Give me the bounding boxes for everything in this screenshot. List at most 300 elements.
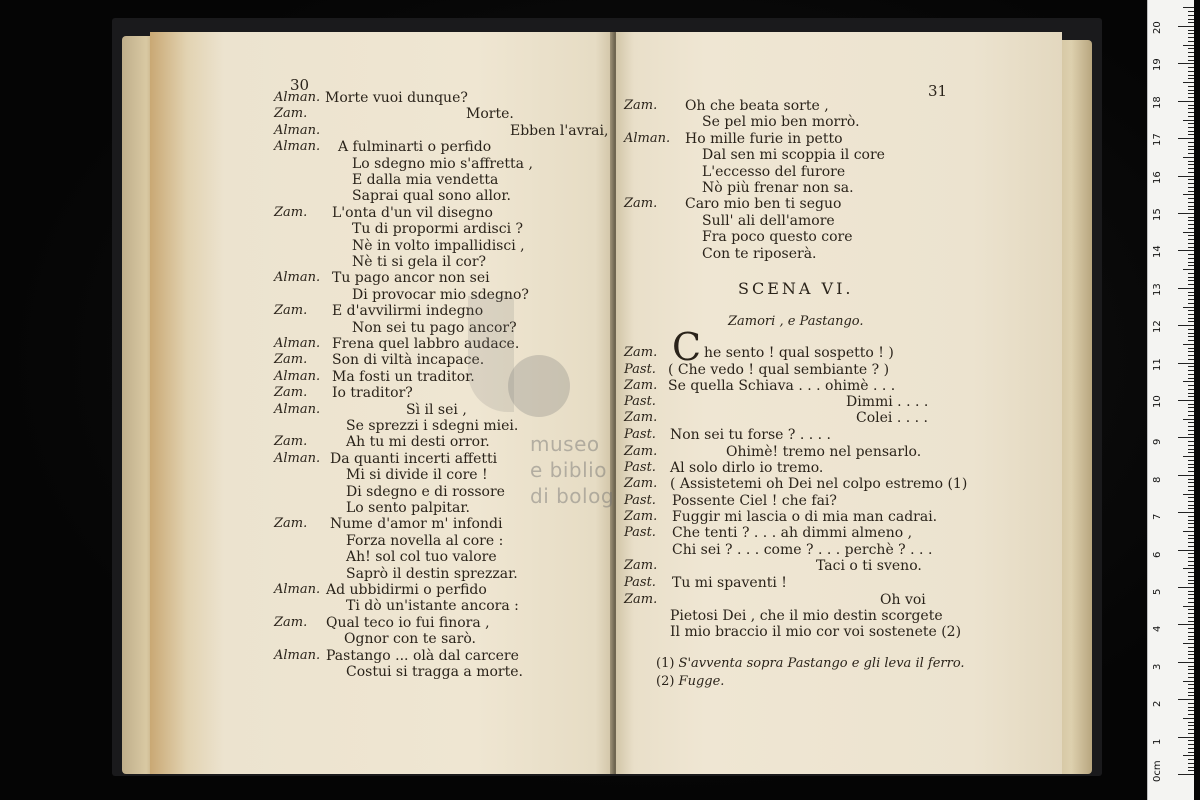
ruler-unit-label: 0cm [1152, 760, 1163, 782]
ruler-tick [1188, 262, 1194, 263]
verse-line: Morte. [466, 106, 514, 123]
verse-line: Se pel mio ben morrò. [702, 114, 860, 131]
scene-characters: Zamori , e Pastango. [728, 314, 864, 329]
ruler-tick [1188, 609, 1194, 610]
ruler-number: 13 [1152, 283, 1163, 296]
ruler-tick [1188, 385, 1194, 386]
ruler-tick [1188, 557, 1194, 558]
ruler-tick [1188, 632, 1194, 633]
ruler-tick [1188, 67, 1194, 68]
ruler-tick [1178, 138, 1194, 139]
ruler-tick [1188, 321, 1194, 322]
ruler-tick [1183, 681, 1194, 682]
ruler-tick [1188, 460, 1194, 461]
ruler-tick [1188, 86, 1194, 87]
ruler-tick [1188, 501, 1194, 502]
verse-line: he sento ! qual sospetto ! ) [704, 345, 894, 361]
verse-line: Fra poco questo core [702, 229, 853, 246]
ruler-number: 5 [1152, 588, 1163, 595]
ruler-tick [1183, 456, 1194, 457]
verse-line: Nò più frenar non sa. [702, 180, 854, 196]
ruler-tick [1188, 134, 1194, 135]
ruler-tick [1188, 183, 1194, 184]
verse-line: Tu pago ancor non sei [332, 270, 490, 287]
verse-line: Caro mio ben ti seguo [685, 196, 842, 213]
verse-line: Al solo dirlo io tremo. [670, 460, 824, 476]
ruler-tick [1188, 295, 1194, 296]
ruler-tick [1188, 93, 1194, 94]
verse-line: Qual teco io fui finora , [326, 614, 490, 631]
ruler-tick [1188, 220, 1194, 221]
ruler-tick [1188, 22, 1194, 23]
ruler-tick [1188, 333, 1194, 334]
ruler-tick [1188, 482, 1194, 483]
verse-line: Non sei tu pago ancor? [352, 319, 517, 336]
ruler-tick [1188, 467, 1194, 468]
ruler-tick [1188, 714, 1194, 715]
ruler-tick [1178, 101, 1194, 102]
speaker-label: Zam. [624, 476, 658, 491]
ruler-tick [1188, 52, 1194, 53]
ruler-tick [1188, 639, 1194, 640]
ruler-tick [1188, 763, 1194, 764]
ruler-tick [1188, 486, 1194, 487]
ruler-tick [1188, 90, 1194, 91]
ruler-tick [1183, 494, 1194, 495]
ruler-tick [1188, 30, 1194, 31]
ruler-tick [1188, 198, 1194, 199]
ruler-tick [1188, 576, 1194, 577]
ruler-tick [1188, 565, 1194, 566]
ruler-tick [1188, 744, 1194, 745]
ruler-tick [1188, 284, 1194, 285]
speaker-label: Alman. [274, 450, 321, 466]
ruler-tick [1188, 759, 1194, 760]
ruler-tick [1188, 209, 1194, 210]
verse-line: Frena quel labbro audace. [332, 336, 520, 352]
ruler-tick [1183, 531, 1194, 532]
drop-cap: C [672, 325, 702, 369]
ruler-tick [1188, 370, 1194, 371]
ruler-tick [1188, 684, 1194, 685]
ruler-number: 6 [1152, 551, 1163, 558]
ruler-tick [1188, 348, 1194, 349]
speaker-label: Alman. [624, 130, 671, 146]
speaker-label: Alman. [274, 401, 321, 417]
verse-line: Ah! sol col tuo valore [346, 549, 497, 566]
verse-line: Colei . . . . [856, 410, 928, 426]
ruler-tick [1188, 677, 1194, 678]
ruler-number: 1 [1152, 738, 1163, 745]
verse-line: Ti dò un'istante ancora : [346, 598, 519, 615]
verse-line: Ad ubbidirmi o perfido [326, 582, 487, 598]
speaker-label: Past. [624, 525, 656, 540]
page-number: 30 [290, 76, 310, 94]
speaker-label: Past. [624, 362, 656, 377]
ruler-number: 8 [1152, 476, 1163, 483]
verse-line: Ho mille furie in petto [685, 130, 843, 147]
ruler-tick [1188, 422, 1194, 423]
ruler-tick [1188, 426, 1194, 427]
ruler-tick [1183, 381, 1194, 382]
ruler-tick [1188, 434, 1194, 435]
ruler-tick [1188, 292, 1194, 293]
ruler-tick [1188, 770, 1194, 771]
ruler-tick [1188, 149, 1194, 150]
ruler-tick [1188, 752, 1194, 753]
ruler-tick [1183, 120, 1194, 121]
verse-line: Lo sento palpitar. [346, 500, 470, 516]
verse-line: Ah tu mi desti orror. [346, 434, 490, 451]
ruler-number: 11 [1152, 357, 1163, 371]
ruler-tick [1188, 37, 1194, 38]
ruler-tick [1188, 235, 1194, 236]
ruler-tick [1188, 247, 1194, 248]
ruler-tick [1188, 527, 1194, 528]
ruler-tick [1188, 41, 1194, 42]
ruler-tick [1188, 613, 1194, 614]
ruler-tick [1188, 508, 1194, 509]
verse-line: Da quanti incerti affetti [330, 450, 498, 467]
ruler-number: 2 [1152, 700, 1163, 708]
ruler-number: 3 [1152, 663, 1163, 670]
verse-line: Forza novella al core : [346, 532, 504, 549]
ruler-tick [1188, 258, 1194, 259]
ruler-number: 7 [1152, 513, 1163, 521]
ruler-tick [1183, 232, 1194, 233]
verse-line: Son di viltà incapace. [332, 352, 485, 369]
ruler-tick [1188, 314, 1194, 315]
ruler-tick [1188, 722, 1194, 723]
ruler-tick [1188, 561, 1194, 562]
right-page [616, 32, 1062, 774]
speaker-label: Alman. [274, 122, 321, 138]
verse-line: Ohimè! tremo nel pensarlo. [726, 444, 922, 460]
ruler-tick [1178, 737, 1194, 738]
ruler-number: 18 [1152, 96, 1163, 109]
ruler-number: 12 [1152, 320, 1163, 334]
verse-line: Sì il sei , [406, 401, 467, 418]
ruler-tick [1178, 325, 1194, 326]
ruler-tick [1188, 583, 1194, 584]
ruler-tick [1178, 63, 1194, 64]
verse-line: Io traditor? [332, 385, 413, 402]
ruler-tick [1178, 512, 1194, 513]
ruler-tick [1188, 351, 1194, 352]
watermark-line: museo [530, 432, 600, 456]
verse-line: Non sei tu forse ? . . . . [670, 427, 831, 443]
ruler-tick [1188, 217, 1194, 218]
ruler-tick [1188, 471, 1194, 472]
footnote [656, 674, 724, 689]
ruler-tick [1183, 7, 1194, 8]
ruler-tick [1188, 389, 1194, 390]
speaker-label: Zam. [274, 516, 308, 532]
watermark-logo-circle [508, 355, 570, 417]
ruler-tick [1188, 430, 1194, 431]
ruler-tick [1188, 767, 1194, 768]
verse-line: Se quella Schiava . . . ohimè . . . [668, 378, 896, 394]
ruler-number: 14 [1152, 245, 1163, 259]
ruler-tick [1188, 733, 1194, 734]
ruler-tick [1178, 250, 1194, 251]
verse-line: Saprai qual sono allor. [352, 188, 511, 205]
ruler-tick [1188, 191, 1194, 192]
watermark-line: di bolog [530, 484, 615, 508]
ruler-tick [1188, 60, 1194, 61]
ruler-tick [1188, 703, 1194, 704]
ruler-tick [1188, 153, 1194, 154]
ruler-tick [1188, 464, 1194, 465]
verse-line: ( Che vedo ! qual sembiante ? ) [668, 362, 890, 378]
ruler-tick [1188, 628, 1194, 629]
ruler-tick [1188, 48, 1194, 49]
ruler-tick [1188, 396, 1194, 397]
ruler-tick [1188, 280, 1194, 281]
ruler-tick [1188, 748, 1194, 749]
ruler-tick [1183, 269, 1194, 270]
speaker-label: Zam. [624, 196, 658, 212]
ruler-tick [1188, 666, 1194, 667]
ruler-tick [1188, 366, 1194, 367]
ruler-tick [1188, 11, 1194, 12]
ruler-tick [1178, 662, 1194, 663]
speaker-label: Alman. [274, 647, 321, 663]
ruler-tick [1178, 774, 1194, 775]
ruler-tick [1183, 606, 1194, 607]
verse-line: Oh che beata sorte , [685, 98, 829, 114]
ruler-tick [1188, 651, 1194, 652]
ruler-tick [1188, 411, 1194, 412]
ruler-tick [1188, 602, 1194, 603]
speaker-label: Zam. [624, 98, 658, 113]
speaker-label: Zam. [624, 592, 658, 607]
ruler-tick [1188, 187, 1194, 188]
ruler-tick [1183, 157, 1194, 158]
verse-line: Tu mi spaventi ! [672, 575, 787, 591]
ruler-tick [1188, 591, 1194, 592]
ruler-tick [1188, 516, 1194, 517]
ruler-tick [1178, 437, 1194, 438]
verse-line: Morte vuoi dunque? [325, 90, 468, 106]
footnote-text: Fugge. [678, 674, 725, 689]
verse-line: Di sdegno e di rossore [346, 483, 505, 500]
speaker-label: Past. [624, 460, 656, 475]
ruler-tick [1188, 580, 1194, 581]
speaker-label: Zam. [274, 614, 308, 630]
ruler-tick [1188, 310, 1194, 311]
speaker-label: Zam. [274, 352, 308, 368]
ruler-number: 20 [1152, 21, 1163, 34]
ruler-tick [1178, 363, 1194, 364]
footnote-text: S'avventa sopra Pastango e gli leva il ferro. [678, 656, 965, 671]
ruler-tick [1188, 658, 1194, 659]
verse-line: Se sprezzi i sdegni miei. [346, 418, 519, 434]
ruler-tick [1188, 647, 1194, 648]
speaker-label: Zam. [624, 378, 658, 393]
ruler-number: 16 [1152, 170, 1163, 184]
ruler-tick [1188, 78, 1194, 79]
ruler-tick [1188, 116, 1194, 117]
speaker-label: Alman. [274, 582, 321, 597]
ruler-tick [1188, 243, 1194, 244]
ruler-number: 4 [1152, 626, 1163, 633]
ruler-tick [1183, 643, 1194, 644]
speaker-label: Alman. [274, 139, 321, 155]
ruler-tick [1188, 490, 1194, 491]
verse-line: Ognor con te sarò. [344, 631, 476, 648]
verse-line: L'onta d'un vil disegno [332, 204, 493, 221]
measuring-ruler [1147, 0, 1194, 800]
ruler-tick [1188, 695, 1194, 696]
speaker-label: Alman. [274, 368, 321, 384]
ruler-tick [1188, 108, 1194, 109]
verse-line: ( Assistetemi oh Dei nel colpo estremo (1) [670, 476, 968, 492]
ruler-tick [1178, 400, 1194, 401]
ruler-tick [1188, 161, 1194, 162]
speaker-label: Past. [624, 394, 656, 409]
verse-line: Nume d'amor m' infondi [330, 516, 503, 533]
speaker-label: Zam. [274, 106, 308, 122]
ruler-tick [1188, 19, 1194, 20]
verse-line: A fulminarti o perfido [338, 139, 492, 156]
speaker-label: Alman. [274, 336, 321, 351]
ruler-tick [1178, 699, 1194, 700]
speaker-label: Zam. [274, 385, 308, 401]
ruler-tick [1188, 673, 1194, 674]
ruler-tick [1178, 26, 1194, 27]
ruler-tick [1188, 692, 1194, 693]
verse-line: Costui si tragga a morte. [346, 664, 523, 680]
ruler-tick [1188, 146, 1194, 147]
ruler-tick [1188, 71, 1194, 72]
ruler-tick [1188, 123, 1194, 124]
speaker-label: Zam. [624, 410, 658, 425]
ruler-tick [1188, 228, 1194, 229]
verse-line: E dalla mia vendetta [352, 172, 499, 188]
ruler-tick [1188, 206, 1194, 207]
ruler-tick [1178, 213, 1194, 214]
ruler-tick [1188, 303, 1194, 304]
ruler-tick [1188, 725, 1194, 726]
verse-line: Mi si divide il core ! [346, 467, 488, 484]
ruler-tick [1178, 288, 1194, 289]
verse-line: Tu di propormi ardisci ? [352, 221, 524, 238]
ruler-tick [1183, 194, 1194, 195]
ruler-tick [1188, 740, 1194, 741]
ruler-tick [1188, 340, 1194, 341]
ruler-tick [1188, 168, 1194, 169]
ruler-tick [1188, 553, 1194, 554]
verse-line: Pietosi Dei , che il mio destin scorgete [670, 608, 943, 624]
verse-line: Ma fosti un traditor. [332, 368, 475, 385]
ruler-tick [1183, 568, 1194, 569]
page-number: 31 [928, 82, 948, 100]
ruler-tick [1178, 550, 1194, 551]
ruler-tick [1188, 572, 1194, 573]
footnote-mark: (1) [656, 656, 679, 671]
watermark-line: e biblio [530, 458, 607, 482]
ruler-number: 10 [1152, 395, 1163, 408]
ruler-tick [1188, 254, 1194, 255]
verse-line: Dimmi . . . . [846, 394, 929, 410]
verse-line: Possente Ciel ! che fai? [672, 493, 837, 509]
ruler-tick [1188, 594, 1194, 595]
verse-line: Che tenti ? . . . ah dimmi almeno , [672, 525, 913, 541]
ruler-tick [1188, 710, 1194, 711]
ruler-tick [1188, 707, 1194, 708]
verse-line: Nè ti si gela il cor? [352, 254, 487, 270]
ruler-tick [1178, 624, 1194, 625]
ruler-tick [1188, 445, 1194, 446]
ruler-tick [1188, 520, 1194, 521]
ruler-tick [1188, 621, 1194, 622]
ruler-tick [1188, 15, 1194, 16]
ruler-tick [1188, 505, 1194, 506]
ruler-tick [1183, 45, 1194, 46]
ruler-number: 17 [1152, 133, 1163, 147]
ruler-tick [1188, 131, 1194, 132]
ruler-tick [1188, 202, 1194, 203]
ruler-tick [1188, 224, 1194, 225]
ruler-tick [1188, 378, 1194, 379]
ruler-tick [1178, 587, 1194, 588]
ruler-tick [1188, 449, 1194, 450]
ruler-tick [1178, 176, 1194, 177]
verse-line: Ebben l'avrai, [510, 122, 609, 139]
ruler-tick [1188, 265, 1194, 266]
ruler-tick [1183, 419, 1194, 420]
ruler-tick [1188, 277, 1194, 278]
ruler-tick [1183, 82, 1194, 83]
speaker-label: Zam. [624, 558, 658, 573]
verse-line: Lo sdegno mio s'affretta , [352, 155, 533, 172]
speaker-label: Zam. [274, 303, 308, 319]
speaker-label: Alman. [274, 90, 321, 105]
watermark-logo-bar [468, 296, 514, 412]
ruler-number: 9 [1152, 439, 1163, 446]
verse-line: Di provocar mio sdegno? [352, 286, 529, 303]
verse-line: Saprò il destin sprezzar. [346, 565, 518, 582]
ruler-tick [1188, 164, 1194, 165]
ruler-tick [1188, 33, 1194, 34]
ruler-tick [1188, 729, 1194, 730]
verse-line: Chi sei ? . . . come ? . . . perchè ? . . . [672, 542, 933, 558]
ruler-tick [1188, 172, 1194, 173]
speaker-label: Past. [624, 427, 656, 442]
ruler-tick [1188, 75, 1194, 76]
ruler-tick [1183, 344, 1194, 345]
ruler-tick [1188, 374, 1194, 375]
ruler-tick [1188, 142, 1194, 143]
ruler-tick [1183, 718, 1194, 719]
ruler-tick [1188, 669, 1194, 670]
speaker-label: Zam. [274, 204, 308, 220]
speaker-label: Zam. [624, 509, 658, 524]
ruler-tick [1188, 336, 1194, 337]
speaker-label: Past. [624, 575, 656, 590]
ruler-number: 19 [1152, 58, 1163, 72]
ruler-tick [1188, 393, 1194, 394]
ruler-tick [1178, 475, 1194, 476]
scene-heading: SCENA VI. [738, 279, 854, 298]
verse-line: L'eccesso del furore [702, 163, 846, 180]
ruler-tick [1188, 273, 1194, 274]
ruler-number: 15 [1152, 208, 1163, 221]
ruler-tick [1188, 542, 1194, 543]
verse-line: Nè in volto impallidisci , [352, 237, 525, 254]
ruler-tick [1188, 299, 1194, 300]
